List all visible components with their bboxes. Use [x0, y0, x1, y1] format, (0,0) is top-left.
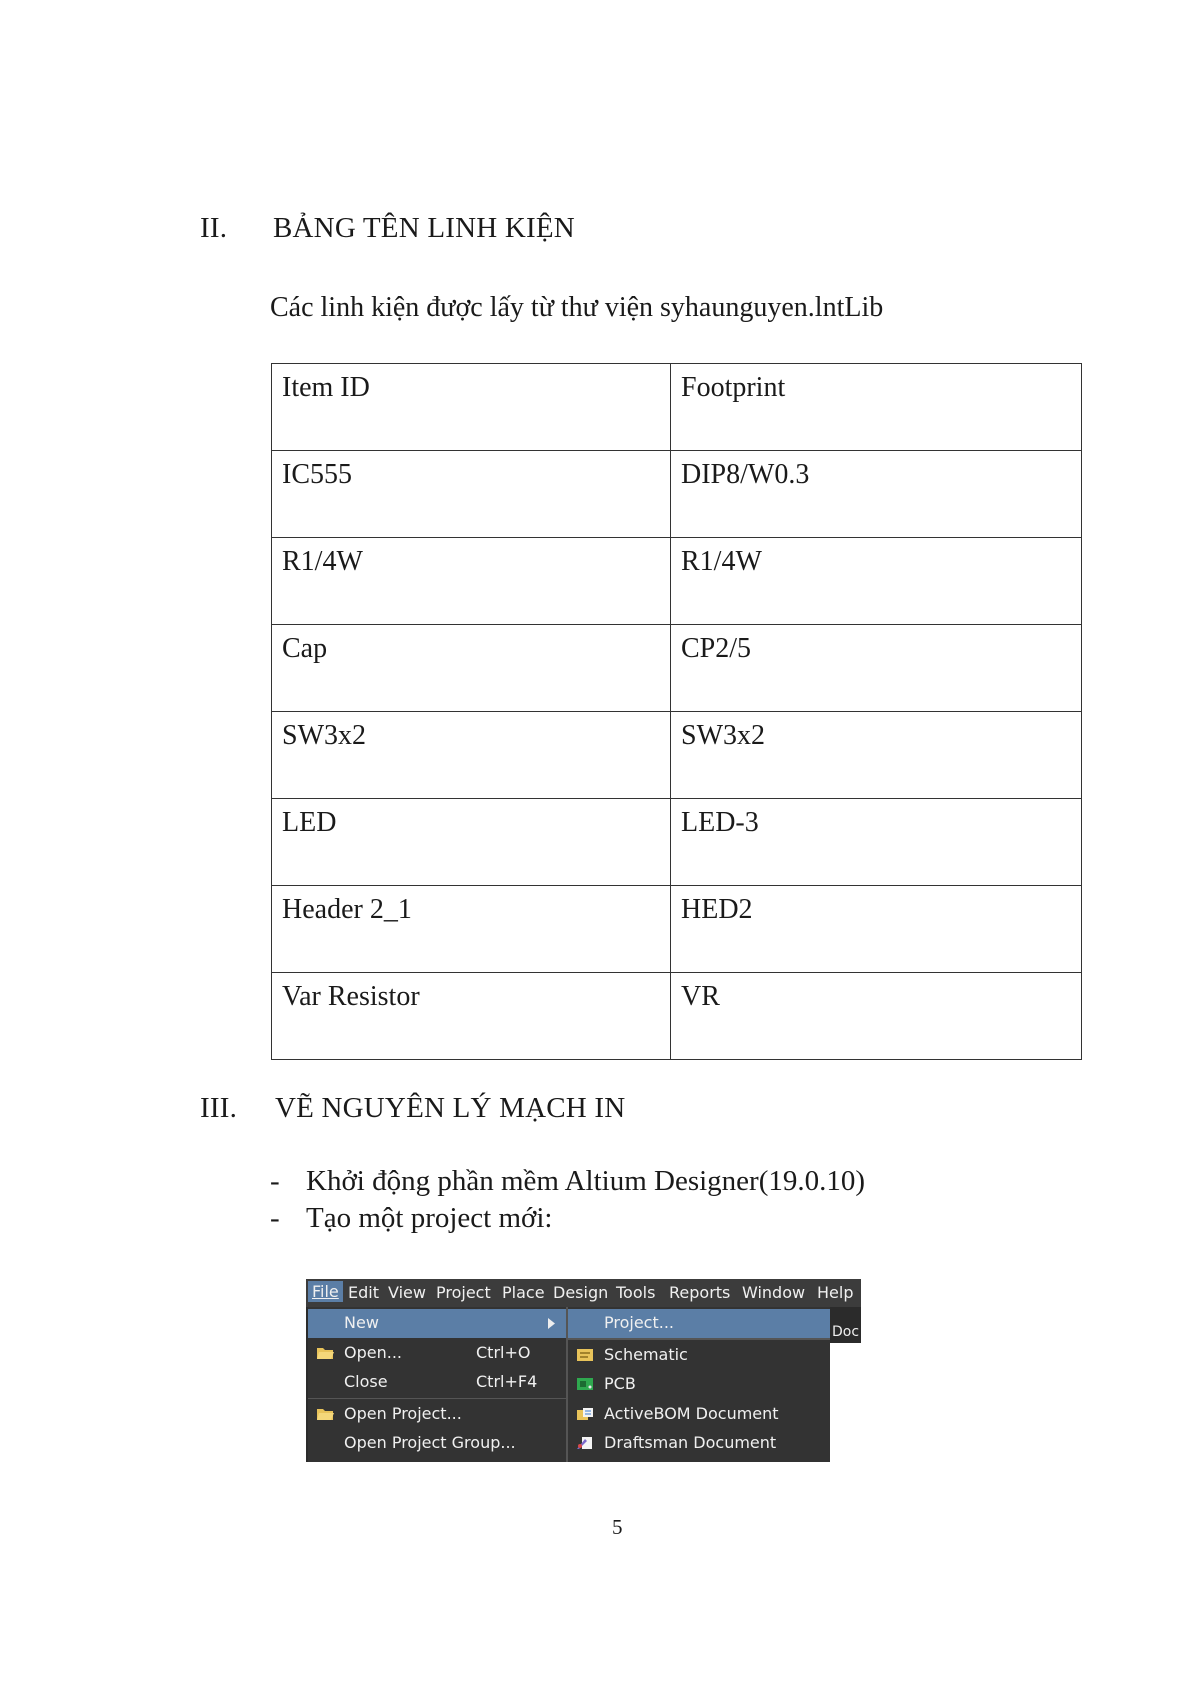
- menu-item-open[interactable]: [308, 1339, 566, 1368]
- menu-window[interactable]: Window: [742, 1283, 806, 1302]
- menu-item-label: Open Project...: [344, 1404, 462, 1423]
- submenu-arrow-icon: [548, 1318, 555, 1329]
- menu-project[interactable]: Project: [436, 1283, 491, 1302]
- menu-tools[interactable]: Tools: [616, 1283, 656, 1302]
- header-item-id: Item ID: [272, 364, 671, 451]
- item-id-cell: R1/4W: [272, 538, 671, 625]
- bullet-item: [270, 1165, 970, 1205]
- bullet-item: [270, 1202, 970, 1242]
- table-row: [272, 451, 1082, 538]
- menu-view[interactable]: View: [388, 1283, 426, 1302]
- footprint-cell: DIP8/W0.3: [671, 451, 1082, 538]
- item-id-cell: IC555: [272, 451, 671, 538]
- section-3-number: III.: [200, 1092, 238, 1124]
- table-header-row: [272, 364, 1082, 451]
- menu-place[interactable]: Place: [502, 1283, 545, 1302]
- menu-item-new[interactable]: [308, 1309, 566, 1338]
- bullet-dash: -: [270, 1165, 280, 1197]
- menu-item-label: Open Project Group...: [344, 1433, 516, 1452]
- submenu-item-label: ActiveBOM Document: [604, 1404, 779, 1423]
- altium-menu-screenshot: [306, 1279, 861, 1462]
- table-row: [272, 886, 1082, 973]
- submenu-item-draftsman[interactable]: [568, 1429, 830, 1458]
- doc-tab[interactable]: [830, 1307, 861, 1343]
- file-menu-dropdown: [308, 1307, 567, 1462]
- section-2-title: BẢNG TÊN LINH KIỆN: [273, 212, 575, 244]
- menu-reports[interactable]: Reports: [669, 1283, 731, 1302]
- menu-help[interactable]: Help: [817, 1283, 854, 1302]
- activebom-icon: [576, 1407, 594, 1421]
- submenu-item-pcb[interactable]: [568, 1370, 830, 1399]
- doc-tab-label: Doc: [832, 1324, 860, 1340]
- section-2-number: II.: [200, 212, 228, 244]
- menu-file[interactable]: File: [308, 1281, 343, 1302]
- footprint-cell: R1/4W: [671, 538, 1082, 625]
- menu-item-close[interactable]: [308, 1368, 566, 1397]
- menu-divider: [308, 1398, 566, 1399]
- menu-item-shortcut: Ctrl+F4: [476, 1372, 538, 1391]
- menu-bar: [306, 1279, 861, 1307]
- footprint-cell: CP2/5: [671, 625, 1082, 712]
- footprint-cell: LED-3: [671, 799, 1082, 886]
- new-submenu: [567, 1307, 831, 1462]
- submenu-item-label: Schematic: [604, 1345, 688, 1364]
- menu-design[interactable]: Design: [553, 1283, 609, 1302]
- submenu-item-project[interactable]: [568, 1309, 830, 1338]
- menu-item-label: Open...: [344, 1343, 402, 1362]
- bullet-text: Khởi động phần mềm Altium Designer(19.0.10): [306, 1165, 866, 1197]
- submenu-item-activebom[interactable]: [568, 1400, 830, 1429]
- table-row: [272, 538, 1082, 625]
- components-table: [271, 363, 1082, 1060]
- open-project-folder-icon: [316, 1407, 334, 1421]
- item-id-cell: LED: [272, 799, 671, 886]
- menu-item-open-project[interactable]: [308, 1400, 566, 1429]
- section-3-title: VẼ NGUYÊN LÝ MẠCH IN: [275, 1092, 626, 1124]
- submenu-item-label: Project...: [604, 1313, 674, 1332]
- item-id-cell: Var Resistor: [272, 973, 671, 1060]
- item-id-cell: Cap: [272, 625, 671, 712]
- table-row: [272, 625, 1082, 712]
- pcb-icon: [576, 1377, 594, 1391]
- bullet-text: Tạo một project mới:: [306, 1202, 553, 1234]
- page-number: 5: [612, 1515, 623, 1539]
- submenu-item-label: PCB: [604, 1374, 636, 1393]
- menu-item-shortcut: Ctrl+O: [476, 1343, 531, 1362]
- menu-edit[interactable]: Edit: [348, 1283, 379, 1302]
- footprint-cell: VR: [671, 973, 1082, 1060]
- menu-item-open-project-group[interactable]: [308, 1429, 566, 1458]
- footprint-cell: HED2: [671, 886, 1082, 973]
- submenu-item-label: Draftsman Document: [604, 1433, 777, 1452]
- item-id-cell: SW3x2: [272, 712, 671, 799]
- table-row: [272, 799, 1082, 886]
- table-row: [272, 973, 1082, 1060]
- open-folder-icon: [316, 1346, 334, 1360]
- submenu-item-schematic[interactable]: [568, 1341, 830, 1370]
- footprint-cell: SW3x2: [671, 712, 1082, 799]
- menu-item-label: Close: [344, 1372, 388, 1391]
- item-id-cell: Header 2_1: [272, 886, 671, 973]
- draftsman-icon: [576, 1436, 594, 1450]
- library-intro-text: Các linh kiện được lấy từ thư viện syhaunguyen.lntLib: [270, 292, 884, 323]
- table-row: [272, 712, 1082, 799]
- header-footprint: Footprint: [671, 364, 1082, 451]
- menu-divider: [568, 1338, 830, 1340]
- bullet-dash: -: [270, 1202, 280, 1234]
- menu-item-label: New: [344, 1313, 379, 1332]
- schematic-icon: [576, 1348, 594, 1362]
